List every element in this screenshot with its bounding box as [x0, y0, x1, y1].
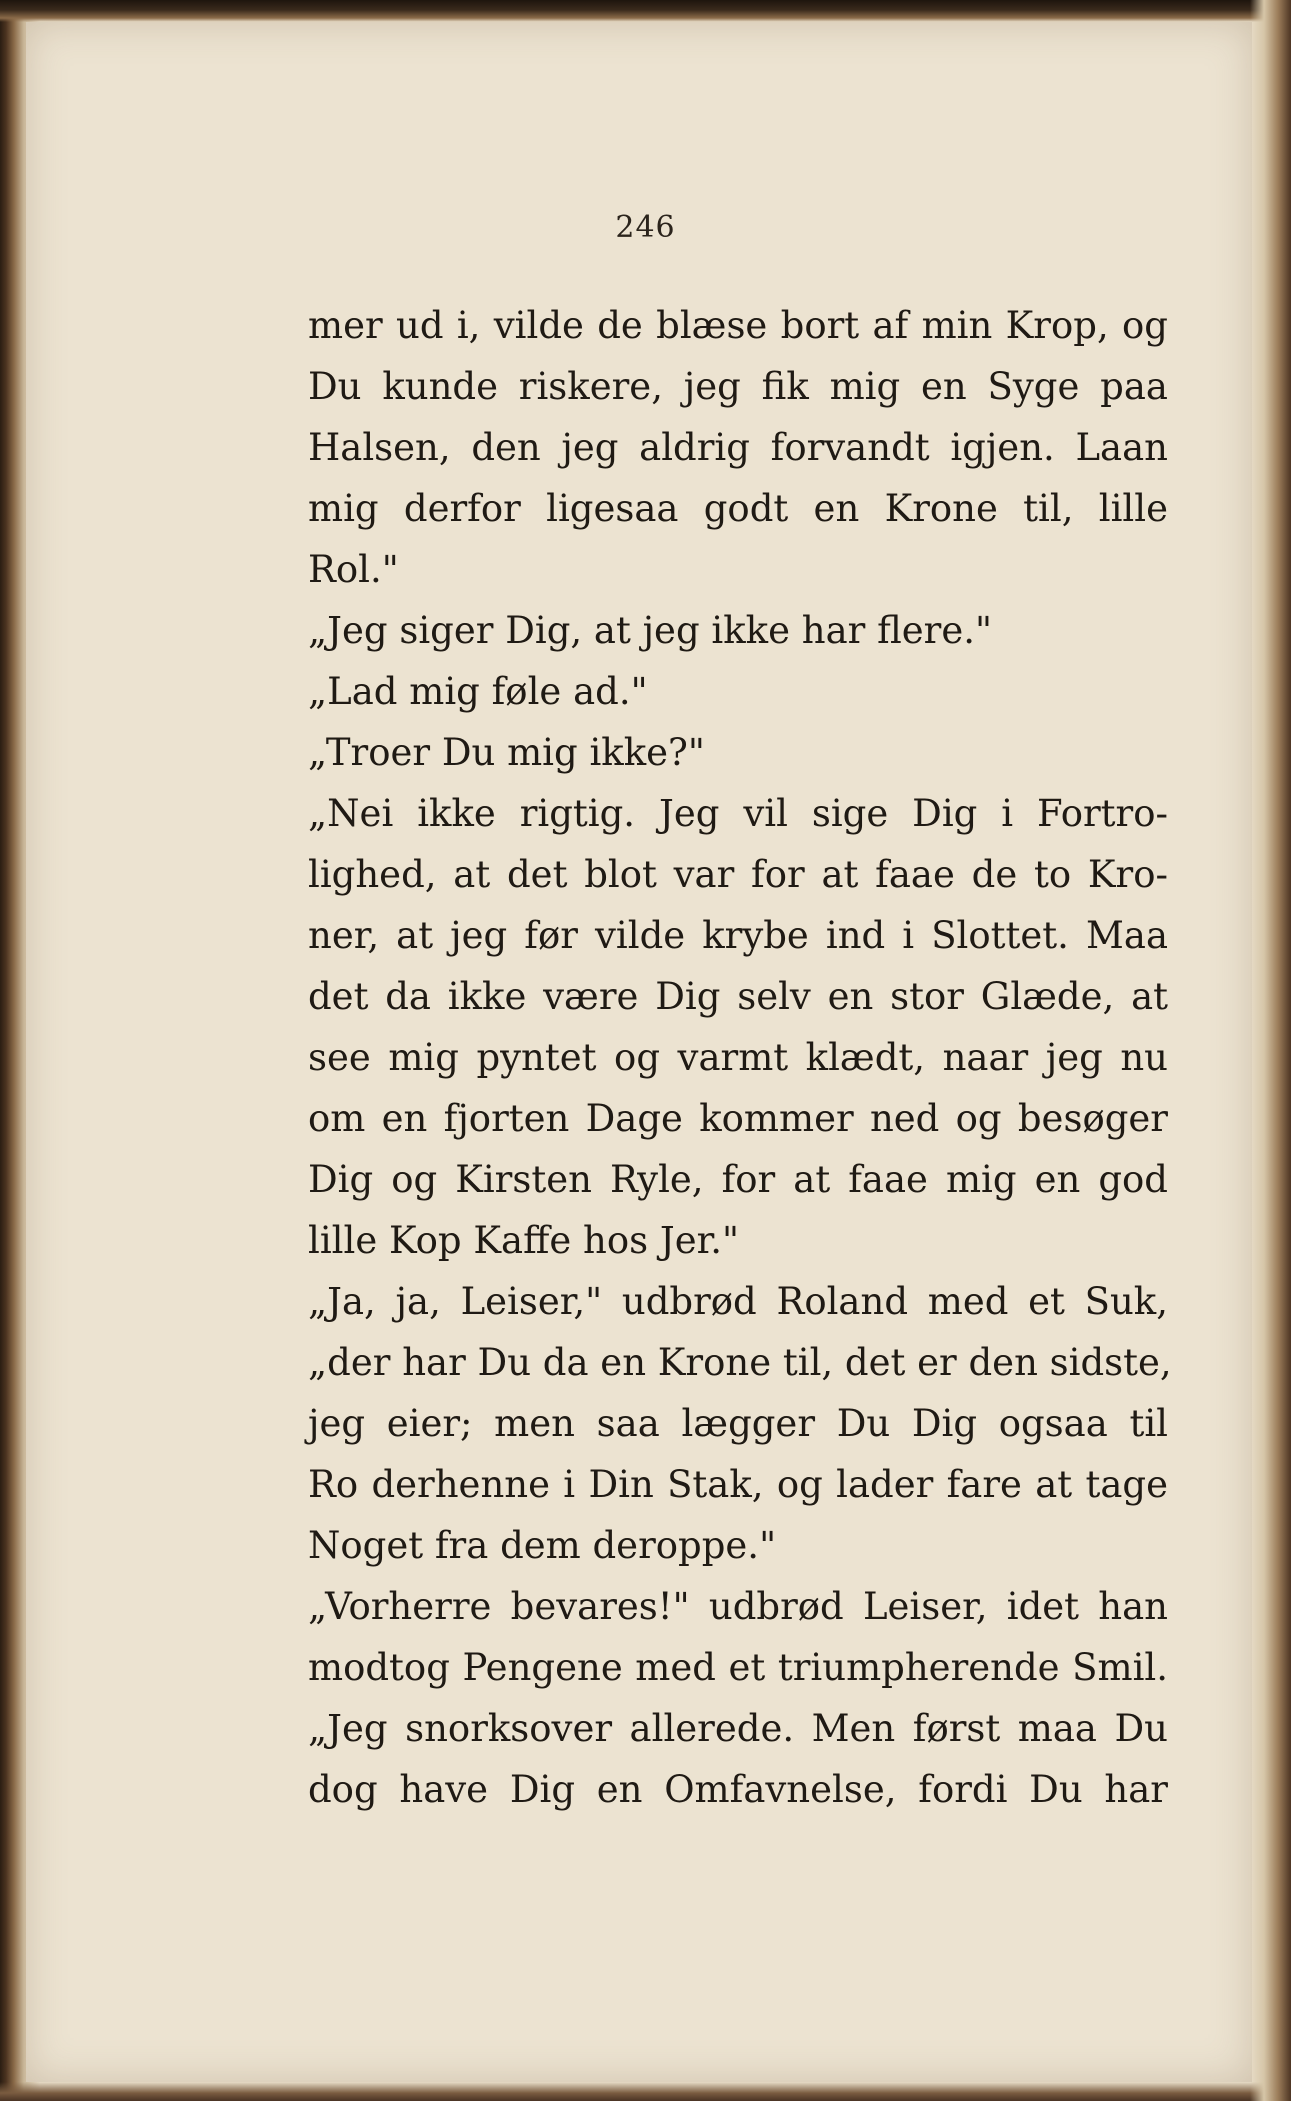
text-line: om en fjorten Dage kommer ned og besøger	[308, 1097, 1168, 1140]
text-line: det da ikke være Dig selv en stor Glæde, at	[308, 975, 1168, 1018]
text-line: Halsen, den jeg aldrig forvandt igjen. Laan	[308, 426, 1168, 469]
text-line: Ro derhenne i Din Stak, og lader fare at tage	[308, 1463, 1168, 1506]
body-text	[308, 295, 1172, 1820]
text-line: „Jeg snorksover allerede. Men først maa Du	[308, 1707, 1168, 1750]
text-line: mig derfor ligesaa godt en Krone til, lille	[308, 487, 1168, 530]
text-line: „Nei ikke rigtig. Jeg vil sige Dig i Fortro-	[308, 792, 1168, 835]
text-line: lille Kop Kaffe hos Jer."	[308, 1219, 739, 1262]
right-page-edge	[1250, 0, 1291, 2101]
text-line: Dig og Kirsten Ryle, for at faae mig en god	[308, 1158, 1168, 1201]
top-page-edge	[0, 0, 1291, 22]
bottom-page-edge	[0, 2082, 1291, 2101]
text-line: Noget fra dem deroppe."	[308, 1524, 777, 1567]
text-line: „Ja, ja, Leiser," udbrød Roland med et Suk,	[308, 1280, 1168, 1323]
text-line: „Lad mig føle ad."	[308, 670, 648, 713]
page-number: 246	[615, 210, 676, 245]
text-line: modtog Pengene med et triumpherende Smil.	[308, 1646, 1168, 1689]
text-line: „Troer Du mig ikke?"	[308, 731, 705, 774]
text-line: Du kunde riskere, jeg fik mig en Syge paa	[308, 365, 1168, 408]
text-line: mer ud i, vilde de blæse bort af min Krop, og	[308, 304, 1168, 347]
text-line: „Jeg siger Dig, at jeg ikke har flere."	[308, 609, 993, 652]
text-line: ner, at jeg før vilde krybe ind i Slottet. Maa	[308, 914, 1168, 957]
text-line: jeg eier; men saa lægger Du Dig ogsaa til	[308, 1402, 1168, 1445]
text-line: Rol."	[308, 548, 399, 591]
text-line: lighed, at det blot var for at faae de to Kro-	[308, 853, 1168, 896]
text-line: „Vorherre bevares!" udbrød Leiser, idet han	[308, 1585, 1168, 1628]
text-line: dog have Dig en Omfavnelse, fordi Du har	[308, 1768, 1168, 1811]
text-line: „der har Du da en Krone til, det er den sidste,	[308, 1341, 1172, 1384]
text-line: see mig pyntet og varmt klædt, naar jeg nu	[308, 1036, 1168, 1079]
